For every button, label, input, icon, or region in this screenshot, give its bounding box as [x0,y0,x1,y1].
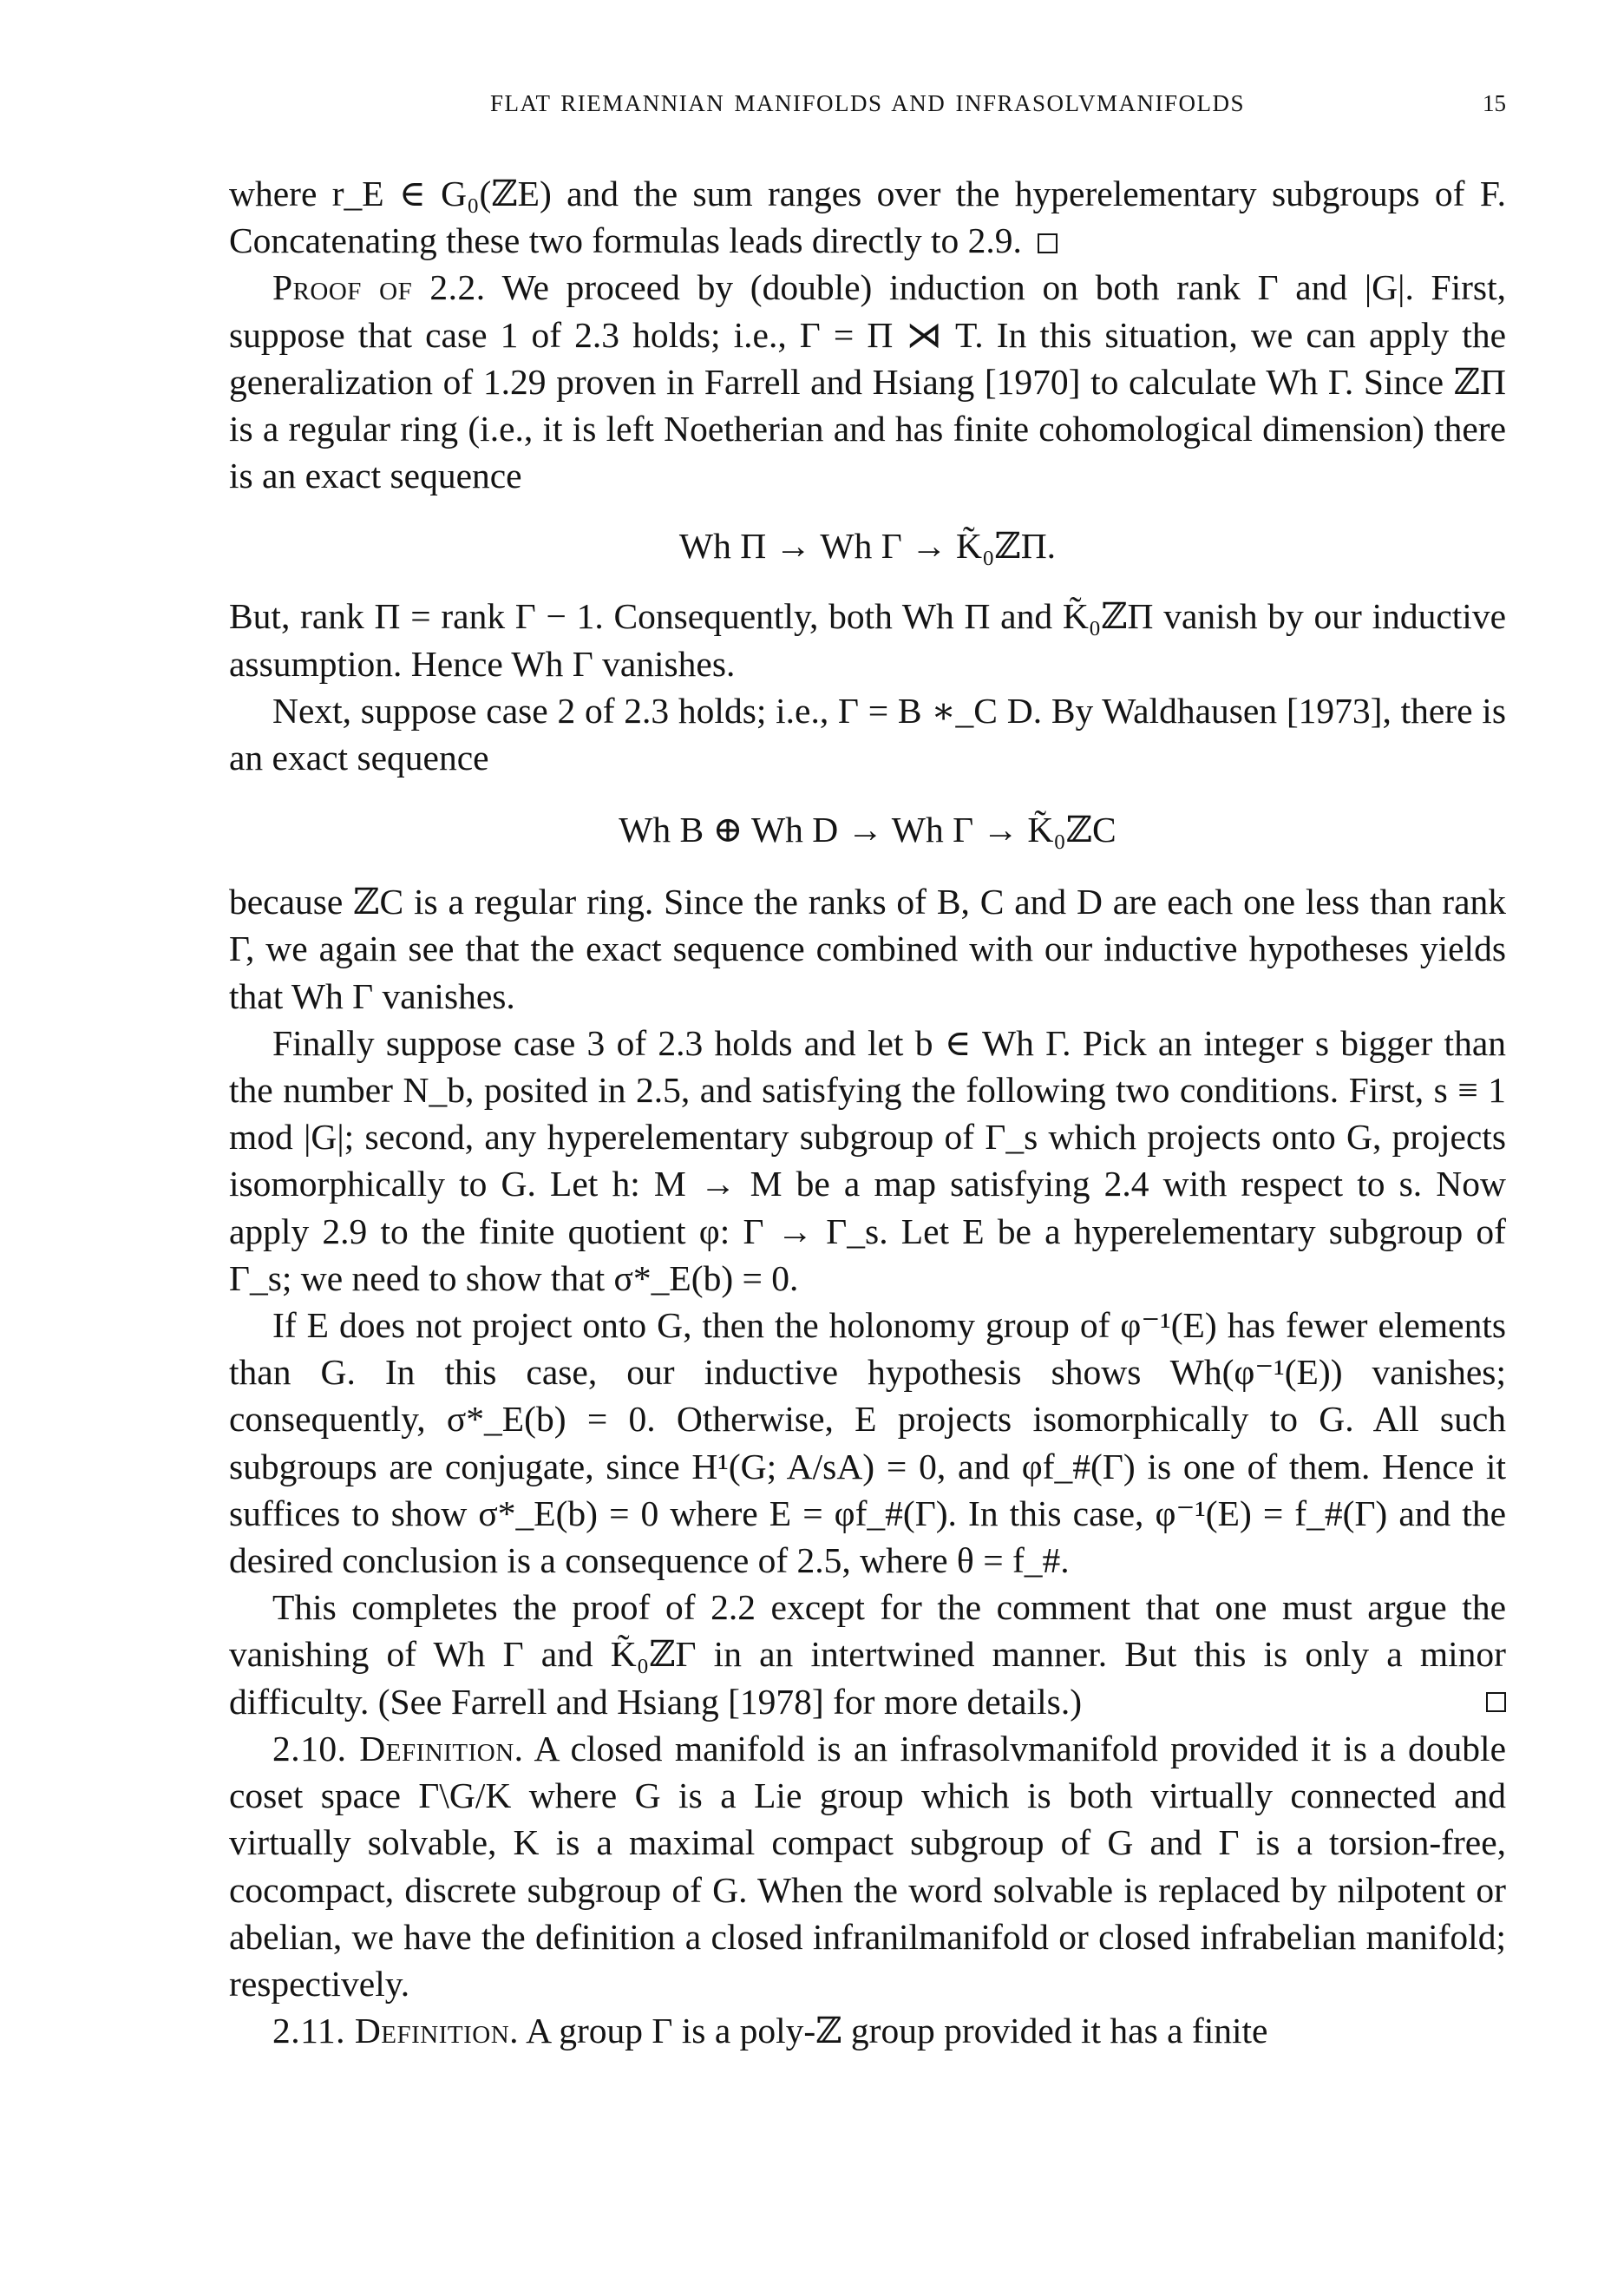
definition-2-11 [229,2007,1506,2054]
exact-sequence-1: Wh Π → Wh Γ → K̃₀ℤΠ. [678,526,1057,567]
paragraph-8-text: This completes the proof of 2.2 except for the comment that one must argue the vanishing of Wh Γ and K̃₀ℤΓ in an intertwined manner. But this is only a minor difficulty. (See Farrell and Hsiang [1978] for more details.) [229,1587,1506,1722]
page-number: 15 [1483,90,1506,116]
paragraph-1 [229,170,1506,264]
definition-2-11-text: A group Γ is a poly-ℤ group provided it has a finite [526,2011,1268,2051]
page-body [229,170,1506,2054]
definition-2-10-label: 2.10. Definition. [272,1728,524,1768]
proof-label: Proof of 2.2. [272,267,486,308]
proof-text: We proceed by (double) induction on both rank Γ and |G|. First, suppose that case 1 of 2.3 holds; i.e., Γ = Π ⋊ T. In this situation, we can apply the generalization of 1.29 proven in Farrell and Hsiang [1970] to calculate Wh Γ. Since ℤΠ is a regular ring (i.e., it is left Noetherian and has finite cohomological dimension) there is an exact sequence [229,267,1506,496]
running-title: FLAT RIEMANNIAN MANIFOLDS AND INFRASOLVMANIFOLDS [489,90,1246,116]
qed-square-icon [1486,1692,1506,1712]
paragraph-7: If E does not project onto G, then the holonomy group of φ⁻¹(E) has fewer elements than G. In this case, our inductive hypothesis shows Wh(φ⁻¹(E)) vanishes; consequently, σ*_E(b) = 0. Otherwise, E projects isomorphically to G. All such subgroups are conjugate, since H¹(G; A/sA) = 0, and φf_#(Γ) is one of them. Hence it suffices to show σ*_E(b) = 0 where E = φf_#(Γ). In this case, φ⁻¹(E) = f_#(Γ) and the desired conclusion is a consequence of 2.5, where θ = f_#. [229,1305,1506,1581]
exact-sequence-2: Wh B ⊕ Wh D → Wh Γ → K̃₀ℤC [619,810,1116,850]
paragraph-3: But, rank Π = rank Γ − 1. Consequently, both Wh Π and K̃₀ℤΠ vanish by our inductive assumption. Hence Wh Γ vanishes. [229,596,1506,684]
qed-square-icon [1038,233,1058,253]
paragraph-8 [229,1584,1506,1725]
paragraph-1-text: where r_E ∈ G₀(ℤE) and the sum ranges over the hyperelementary subgroups of F. Concatenating these two formulas leads directly to 2.9. [229,174,1506,261]
paragraph-4: Next, suppose case 2 of 2.3 holds; i.e., Γ = B ∗_C D. By Waldhausen [1973], there is an exact sequence [229,690,1506,778]
definition-2-10-text: A closed manifold is an infrasolvmanifold provided it is a double coset space Γ\G/K where G is a Lie group which is both virtually connected and virtually solvable, K is a maximal compact subgroup of G and Γ is a torsion-free, cocompact, discrete subgroup of G. When the word solvable is replaced by nilpotent or abelian, we have the definition a closed infranilmanifold or closed infrabelian manifold; respectively. [229,1728,1507,2004]
definition-2-10 [229,1725,1506,2007]
definition-2-11-label: 2.11. Definition. [272,2011,520,2051]
page-header [229,90,1506,128]
paragraph-6: Finally suppose case 3 of 2.3 holds and let b ∈ Wh Γ. Pick an integer s bigger than the number N_b, posited in 2.5, and satisfying the following two conditions. First, s ≡ 1 mod |G|; second, any hyperelementary subgroup of Γ_s which projects onto G, projects isomorphically to G. Let h: M → M be a map satisfying 2.4 with respect to s. Now apply 2.9 to the finite quotient φ: Γ → Γ_s. Let E be a hyperelementary subgroup of Γ_s; we need to show that σ*_E(b) = 0. [229,1022,1506,1298]
proof-paragraph [229,264,1506,499]
paragraph-5: because ℤC is a regular ring. Since the ranks of B, C and D are each one less than rank Γ, we again see that the exact sequence combined with our inductive hypotheses yields that Wh Γ vanishes. [229,882,1506,1016]
